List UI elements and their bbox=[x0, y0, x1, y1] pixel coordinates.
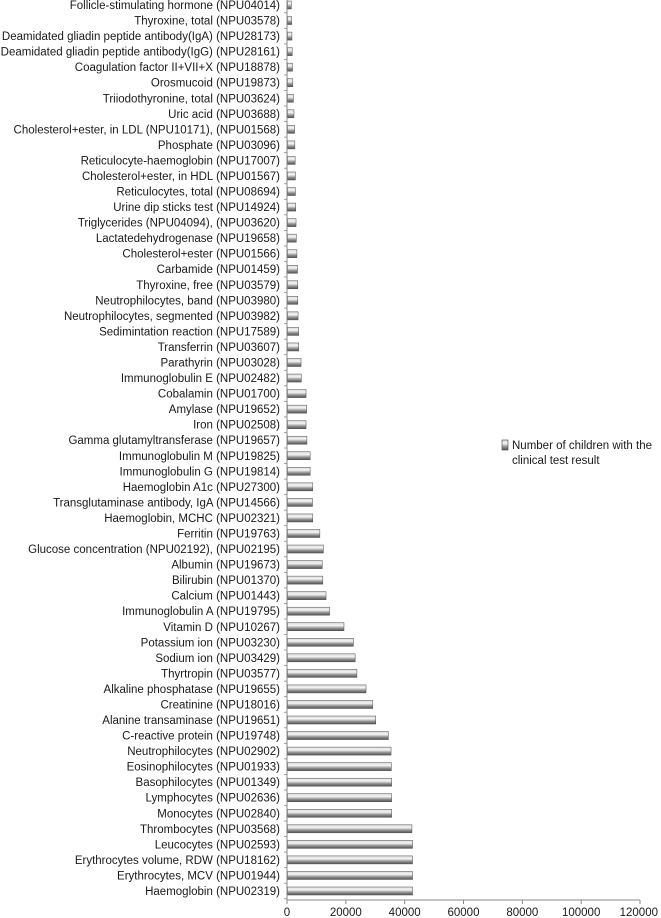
legend-swatch bbox=[502, 440, 508, 450]
bar bbox=[288, 483, 313, 491]
bar bbox=[288, 48, 293, 56]
category-label: C-reactive protein (NPU19748) bbox=[122, 730, 280, 743]
category-label: Reticulocyte-haemoglobin (NPU17007) bbox=[80, 155, 280, 168]
bar bbox=[288, 529, 320, 537]
bar bbox=[288, 312, 299, 320]
bar bbox=[288, 607, 330, 615]
bar bbox=[288, 514, 313, 522]
bar bbox=[288, 856, 413, 864]
category-label: Ferritin (NPU19763) bbox=[177, 528, 280, 541]
category-label: Transferrin (NPU03607) bbox=[157, 341, 280, 354]
category-label: Immunoglobulin G (NPU19814) bbox=[119, 466, 280, 479]
category-label: Phosphate (NPU03096) bbox=[157, 139, 280, 152]
category-label: Basophilocytes (NPU01349) bbox=[135, 777, 280, 790]
bar bbox=[288, 685, 367, 693]
bar bbox=[288, 63, 293, 71]
bar bbox=[288, 871, 413, 879]
category-label: Haemoglobin (NPU02319) bbox=[145, 886, 280, 898]
category-label: Neutrophilocytes, segmented (NPU03982) bbox=[63, 310, 280, 323]
category-label: Immunoglobulin A (NPU19795) bbox=[122, 606, 280, 619]
legend-label-line2: clinical test result bbox=[512, 455, 600, 467]
bar bbox=[288, 374, 302, 382]
category-label: Cholesterol+ester, in HDL (NPU01567) bbox=[81, 170, 280, 183]
bar bbox=[288, 638, 354, 646]
bar bbox=[288, 778, 392, 786]
category-label: Transglutaminase antibody, IgA (NPU14566) bbox=[53, 497, 280, 510]
category-label: Alanine transaminase (NPU19651) bbox=[102, 715, 280, 728]
category-label: Lactatedehydrogenase (NPU19658) bbox=[95, 233, 280, 246]
category-label: Erythrocytes volume, RDW (NPU18162) bbox=[74, 854, 280, 867]
bar bbox=[288, 1, 292, 9]
bar bbox=[288, 545, 324, 553]
category-label: Urine dip sticks test (NPU14924) bbox=[113, 202, 280, 215]
category-label: Eosinophilocytes (NPU01933) bbox=[126, 761, 280, 774]
bar bbox=[288, 747, 392, 755]
bar bbox=[288, 467, 311, 475]
bar bbox=[288, 794, 392, 802]
bar bbox=[288, 343, 299, 351]
category-label: Amylase (NPU19652) bbox=[168, 404, 280, 417]
category-label: Immunoglobulin E (NPU02482) bbox=[120, 373, 280, 386]
category-label: Thrombocytes (NPU03568) bbox=[140, 823, 280, 836]
category-label: Iron (NPU02508) bbox=[193, 419, 280, 432]
bar bbox=[288, 219, 297, 227]
bar bbox=[288, 281, 298, 289]
category-label: Monocytes (NPU02840) bbox=[157, 808, 280, 821]
bars-group bbox=[288, 1, 413, 895]
bar bbox=[288, 79, 293, 87]
bar bbox=[288, 700, 373, 708]
category-label: Alkaline phosphatase (NPU19655) bbox=[103, 683, 280, 696]
bar bbox=[288, 265, 298, 273]
category-label: Uric acid (NPU03688) bbox=[168, 108, 280, 121]
category-label: Creatinine (NPU18016) bbox=[160, 699, 280, 712]
x-tick-label: 80000 bbox=[506, 907, 539, 918]
bar bbox=[288, 669, 357, 677]
bar bbox=[288, 592, 327, 600]
category-label: Gamma glutamyltransferase (NPU19657) bbox=[68, 435, 280, 448]
bar bbox=[288, 732, 389, 740]
category-label: Triglycerides (NPU04094), (NPU03620) bbox=[77, 217, 280, 230]
x-tick-label: 0 bbox=[283, 907, 291, 918]
x-tick-label: 20000 bbox=[329, 907, 362, 918]
category-label: Sedimintation reaction (NPU17589) bbox=[99, 326, 280, 339]
legend bbox=[502, 440, 652, 467]
x-tick-label: 120000 bbox=[619, 907, 658, 918]
category-label: Reticulocytes, total (NPU08694) bbox=[116, 186, 280, 199]
bar bbox=[288, 390, 307, 398]
category-label: Cholesterol+ester (NPU01566) bbox=[122, 248, 280, 261]
category-label: Parathyrin (NPU03028) bbox=[160, 357, 280, 370]
bar bbox=[288, 716, 376, 724]
x-tick-labels bbox=[284, 907, 658, 918]
bar bbox=[288, 576, 323, 584]
bar bbox=[288, 561, 323, 569]
category-label: Albumin (NPU19673) bbox=[171, 559, 280, 572]
bar bbox=[288, 825, 412, 833]
category-label: Cobalamin (NPU01700) bbox=[157, 388, 280, 401]
bar bbox=[288, 623, 344, 631]
bar bbox=[288, 141, 295, 149]
bar bbox=[288, 296, 298, 304]
category-label: Haemoglobin, MCHC (NPU02321) bbox=[104, 512, 280, 525]
category-label: Triiodothyronine, total (NPU03624) bbox=[102, 93, 280, 106]
category-label: Neutrophilocytes, band (NPU03980) bbox=[95, 295, 280, 308]
category-label: Neutrophilocytes (NPU02902) bbox=[127, 746, 280, 759]
x-tick-label: 60000 bbox=[447, 907, 480, 918]
bar bbox=[288, 156, 296, 164]
category-label: Follicle-stimulating hormone (NPU04014) bbox=[69, 0, 280, 12]
category-label: Coagulation factor II+VII+X (NPU18878) bbox=[74, 62, 280, 75]
bar bbox=[288, 17, 292, 25]
bar bbox=[288, 421, 307, 429]
bar bbox=[288, 359, 302, 367]
category-label: Deamidated gliadin peptide antibody(IgG) (NPU28161) bbox=[0, 46, 280, 59]
bar bbox=[288, 125, 295, 133]
bar bbox=[288, 405, 307, 413]
bar bbox=[288, 452, 311, 460]
category-label: Lymphocytes (NPU02636) bbox=[145, 792, 280, 805]
category-label: Leucocytes (NPU02593) bbox=[154, 839, 280, 852]
x-tick-label: 100000 bbox=[561, 907, 601, 918]
category-label: Cholesterol+ester, in LDL (NPU10171), (NPU01568) bbox=[13, 124, 280, 137]
category-label: Carbamide (NPU01459) bbox=[156, 264, 280, 277]
bar bbox=[288, 840, 413, 848]
category-label: Immunoglobulin M (NPU19825) bbox=[118, 450, 280, 463]
bar bbox=[288, 203, 296, 211]
bar bbox=[288, 887, 413, 895]
bar bbox=[288, 809, 392, 817]
bar bbox=[288, 94, 294, 102]
bar bbox=[288, 763, 392, 771]
bar bbox=[288, 188, 296, 196]
category-label: Glucose concentration (NPU02192), (NPU02195) bbox=[28, 544, 280, 557]
category-label: Thyroxine, total (NPU03578) bbox=[134, 15, 280, 28]
category-label: Thyroxine, free (NPU03579) bbox=[136, 279, 280, 292]
category-label: Vitamin D (NPU10267) bbox=[163, 621, 280, 634]
x-tick-label: 40000 bbox=[388, 907, 421, 918]
bar bbox=[288, 250, 297, 258]
category-label: Orosmucoid (NPU19873) bbox=[150, 77, 280, 90]
bar bbox=[288, 654, 356, 662]
category-label: Calcium (NPU01443) bbox=[171, 590, 280, 603]
category-label: Erythrocytes, MCV (NPU01944) bbox=[117, 870, 280, 883]
category-label: Deamidated gliadin peptide antibody(IgA) (NPU28173) bbox=[1, 31, 280, 44]
category-label: Thyrtropin (NPU03577) bbox=[161, 668, 280, 681]
bar bbox=[288, 234, 297, 242]
category-label: Sodium ion (NPU03429) bbox=[155, 652, 280, 665]
bar bbox=[288, 32, 292, 40]
bar bbox=[288, 436, 307, 444]
bar bbox=[288, 172, 296, 180]
category-label: Bilirubin (NPU01370) bbox=[171, 575, 280, 588]
category-labels bbox=[1, 0, 281, 898]
bar bbox=[288, 327, 299, 335]
category-label: Haemoglobin A1c (NPU27300) bbox=[122, 481, 280, 494]
bar bbox=[288, 110, 294, 118]
bar bbox=[288, 498, 313, 506]
category-label: Potassium ion (NPU03230) bbox=[140, 637, 280, 650]
legend-label-line1: Number of children with the bbox=[512, 440, 652, 452]
